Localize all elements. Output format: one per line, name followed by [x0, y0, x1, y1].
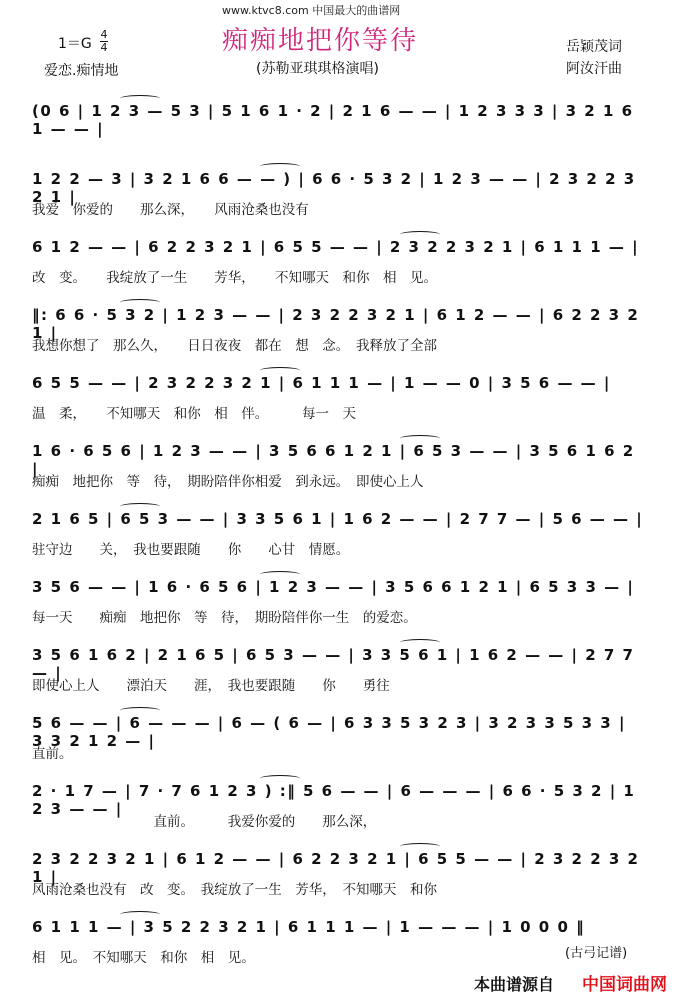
slur-mark	[400, 231, 440, 238]
notation-row: 2 1 6 5 | 6 5 3 — — | 3 3 5 6 1 | 1 6 2 — — | 2 7 7 — | 5 6 — — |	[32, 510, 644, 528]
notation-row: 6 5 5 — — | 2 3 2 2 3 2 1 | 6 1 1 1 — | 1 — — 0 | 3 5 6 — — |	[32, 374, 611, 392]
notation-row: 1 6 · 6 5 6 | 1 2 3 — — | 3 5 6 6 1 2 1 | 6 5 3 — — | 3 5 6 1 6 2 |	[32, 442, 635, 478]
footer-source-site[interactable]: 中国词曲网	[582, 975, 667, 995]
notation-row: 3 5 6 1 6 2 | 2 1 6 5 | 6 5 3 — — | 3 3 5 6 1 | 1 6 2 — — | 2 7 7 — |	[32, 646, 635, 682]
slur-mark	[260, 367, 300, 374]
lyrics-row: 即使心上人 漂泊天 涯， 我也要跟随 你 勇往	[32, 678, 390, 694]
notation-row: ‖: 6 6 · 5 3 2 | 1 2 3 — — | 2 3 2 2 3 2 1 | 6 1 2 — — | 6 2 2 3 2 1 |	[32, 306, 640, 342]
lyrics-row	[32, 130, 644, 150]
notation-row: 6 1 1 1 — | 3 5 2 2 3 2 1 | 6 1 1 1 — | 1 — — — | 1 0 0 0 ‖	[32, 918, 586, 936]
slur-mark	[400, 435, 440, 442]
lyrics-row: 直前。 我爱你爱的 那么深，	[32, 814, 377, 830]
notation-row: 5 6 — — | 6 — — — | 6 — ( 6 — | 6 3 3 5 3 2 3 | 3 2 3 3 5 3 3 | 3 3 2 1 2 — |	[32, 714, 626, 750]
lyrics-row: 我想你想了 那么久， 日日夜夜 都在 想 念。 我释放了全部	[32, 338, 437, 354]
notation-credit: (古弓记谱)	[565, 946, 628, 961]
song-title: 痴痴地把你等待	[222, 26, 419, 56]
footer-source-label: 本曲谱源自	[474, 975, 555, 994]
notation-row: 2 3 2 2 3 2 1 | 6 1 2 — — | 6 2 2 3 2 1 | 6 5 5 — — | 2 3 2 2 3 2 1 |	[32, 850, 640, 886]
slur-mark	[120, 911, 160, 918]
lyrics-row: 温 柔， 不知哪天 和你 相 伴。 每一 天	[32, 406, 356, 422]
lyrics-row: 直前。	[32, 746, 73, 762]
site-header: www.ktvc8.com 中国最大的曲谱网	[222, 4, 401, 17]
slur-mark	[400, 639, 440, 646]
lyrics-row: 改 变。 我绽放了一生 芳华， 不知哪天 和你 相 见。	[32, 270, 437, 286]
slur-mark	[260, 571, 300, 578]
slur-mark	[260, 775, 300, 782]
composer: 阿汝汗曲	[566, 61, 622, 77]
lyrics-row: 风雨沧桑也没有 改 变。 我绽放了一生 芳华， 不知哪天 和你	[32, 882, 437, 898]
singer: (苏勒亚琪琪格演唱)	[256, 61, 379, 77]
notation-row: (0 6 | 1 2 3 — 5 3 | 5 1 6 1 · 2 | 2 1 6 — — | 1 2 3 3 3 | 3 2 1 6 1 — — |	[32, 102, 634, 138]
lyrics-row: 每一天 痴痴 地把你 等 待， 期盼陪伴你一生 的爱恋。	[32, 610, 417, 626]
slur-mark	[120, 95, 160, 102]
slur-mark	[400, 843, 440, 850]
lyrics-row: 驻守边 关， 我也要跟随 你 心甘 情愿。	[32, 542, 350, 558]
lyrics-row: 我爱 你爱的 那么深， 风雨沧桑也没有	[32, 202, 309, 218]
notation-row: 1 2 2 — 3 | 3 2 1 6 6 — — ) | 6 6 · 5 3 2 | 1 2 3 — — | 2 3 2 2 3 2 1 |	[32, 170, 636, 206]
notation-row: 6 1 2 — — | 6 2 2 3 2 1 | 6 5 5 — — | 2 3 2 2 3 2 1 | 6 1 1 1 — |	[32, 238, 640, 256]
notation-row: 2 · 1 7 — | 7 · 7 6 1 2 3 ) :‖ 5 6 — — | 6 — — — | 6 6 · 5 3 2 | 1 2 3 — — |	[32, 782, 636, 818]
key-signature: 1＝G	[58, 36, 92, 52]
slur-mark	[120, 299, 160, 306]
lyrics-row: 痴痴 地把你 等 待， 期盼陪伴你相爱 到永远。 即使心上人	[32, 474, 424, 490]
lyrics-row: 相 见。 不知哪天 和你 相 见。	[32, 950, 255, 966]
slur-mark	[120, 707, 160, 714]
notation-row: 3 5 6 — — | 1 6 · 6 5 6 | 1 2 3 — — | 3 5 6 6 1 2 1 | 6 5 3 3 — |	[32, 578, 635, 596]
slur-mark	[120, 503, 160, 510]
lyricist: 岳颖茂词	[566, 39, 622, 55]
slur-mark	[260, 163, 300, 170]
time-signature: 4 4	[100, 28, 108, 54]
tempo-mood: 爱恋.痴情地	[44, 63, 119, 79]
